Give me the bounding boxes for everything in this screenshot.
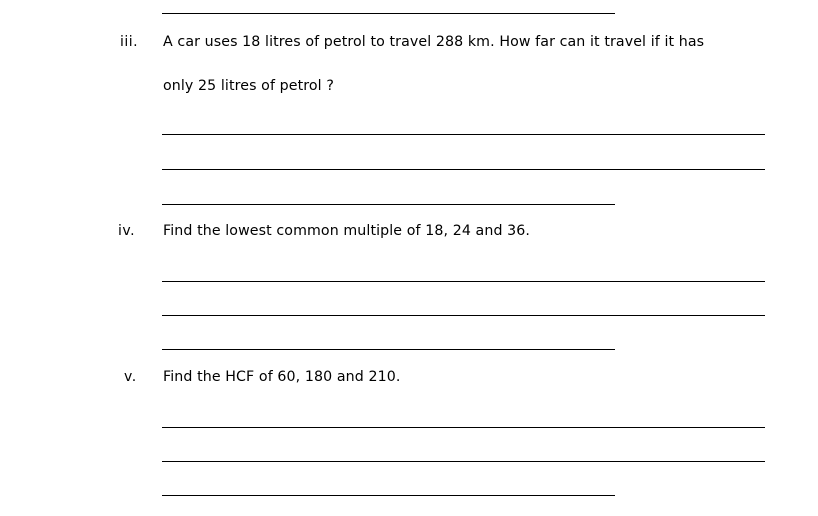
question-text: Find the HCF of 60, 180 and 210.: [163, 369, 401, 385]
question-text-continued: only 25 litres of petrol ?: [163, 78, 334, 94]
answer-line: [162, 134, 765, 135]
answer-line: [162, 427, 765, 428]
answer-line: [162, 281, 765, 282]
answer-line: [162, 204, 615, 205]
question-number: v.: [124, 369, 137, 385]
answer-line: [162, 13, 615, 14]
answer-line: [162, 349, 615, 350]
answer-line: [162, 495, 615, 496]
answer-line: [162, 169, 765, 170]
question-number: iii.: [120, 34, 139, 50]
answer-line: [162, 461, 765, 462]
question-text: A car uses 18 litres of petrol to travel 288 km. How far can it travel if it has: [163, 34, 705, 50]
question-text: Find the lowest common multiple of 18, 24 and 36.: [163, 223, 531, 239]
answer-line: [162, 315, 765, 316]
question-number: iv.: [118, 223, 136, 239]
